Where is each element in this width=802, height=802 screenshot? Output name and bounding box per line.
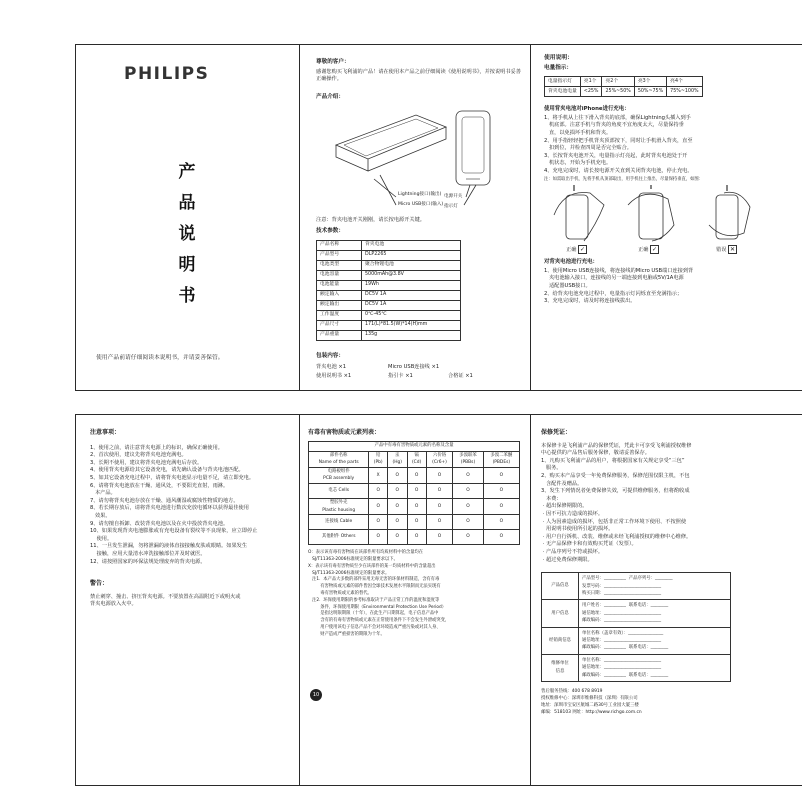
warranty-item: · 人为因素造成的损坏，包括非正常工作环境下使用、不按照使 用说明书使用所引起的损坏。 <box>542 518 687 533</box>
hazard-part-name: 电路板组件 PCB assembly <box>309 467 369 483</box>
package-item: 背夹电池 ×1 <box>316 364 347 371</box>
repair-center: 授权维修中心：深圳市维修科技（深圳）有限公司 <box>541 695 638 701</box>
callout-indicator: 指示灯 <box>444 204 458 210</box>
charge-phone-step: 3、长按背夹电池开关，电量指示灯亮起，此时背夹电池处于开 机状态，开始为手机充电。 <box>544 152 688 167</box>
hazard-note: 注1. 本产品大多数的部件采用无毒无害的环保材料制造，含有有毒 有害物质或元素的部件皆因全球技术发展水平限制而无法实现有 毒有害物质或元素的替代。 <box>312 577 441 596</box>
manual-sheet-front <box>75 44 802 391</box>
hazard-caption-row <box>309 441 520 451</box>
hazard-header-row <box>309 451 520 467</box>
hazard-note: X：表示该有毒有害物质至少在该部件的某一均质材料中的含量超出 SJ/T11363-2006标准规定的限量要求。 <box>308 563 436 576</box>
hazard-cell: O <box>369 483 388 498</box>
warranty-item: 2、购买本产品享受一年免费保修服务，保修范围仅限主机，不包 含配件及赠品。 <box>541 472 690 487</box>
warranty-card-label: 维修单位 信息 <box>542 654 579 681</box>
spec-value: 19Wh <box>362 280 461 290</box>
spec-value: 0℃-45℃ <box>362 310 461 320</box>
charge-case-step: 3、充电完成时，请及时将连接线拔出。 <box>544 298 636 305</box>
greeting-heading: 尊敬的客户： <box>316 59 350 65</box>
warranty-card-field[interactable]: 邮政编码：__________ 联系电话：________ <box>582 645 669 651</box>
label-correct: 正确 ✓ <box>638 246 658 254</box>
hazard-notes <box>308 550 523 638</box>
warranty-card-field[interactable]: 用户姓名：__________ 联系电话：________ <box>582 603 669 609</box>
hazard-cell: O <box>483 467 519 483</box>
hazard-cell: O <box>453 530 483 545</box>
hazard-cell: O <box>407 483 426 498</box>
hazard-cell: O <box>388 483 408 498</box>
warranty-items <box>541 458 796 564</box>
hazard-cell: O <box>388 530 408 545</box>
notes-list <box>90 445 290 567</box>
charge-phone-step: 2、用手指轻轻把手机背夹顶部按下，同时让手机滑入背夹，直至 扣到位，并检查四周是否完全贴合。 <box>544 137 693 152</box>
spec-key: 电池类型 <box>317 260 362 270</box>
hazard-note: O：表示该有毒有害物质在该部件所有均质材料中的含量均在 SJ/T11363-2006标准规定的限量要求以下。 <box>308 550 424 562</box>
package-heading: 包装内容： <box>316 352 344 359</box>
removal-illustration <box>544 185 799 255</box>
notes-panel <box>90 429 290 609</box>
hazard-part-name: 其他附件 Others <box>309 530 369 545</box>
note-item: 7、请勿将背夹电池存放在干燥、通风潮湿或腐蚀性物质的地方。 <box>90 497 239 504</box>
hazard-row <box>309 498 520 514</box>
note-item: 10、如果发现背夹电池膨胀或有充电设备有裂纹等不良现象，应立即停止 使用。 <box>90 528 258 542</box>
warranty-card-field[interactable]: 发票号码：__________________________ <box>582 583 662 589</box>
hazard-part-header: 部件名称 Name of the parts <box>309 451 369 467</box>
philips-logo: PHILIPS <box>124 64 210 84</box>
spec-key: 产品名称 <box>317 240 362 250</box>
indicator-cell: 背夹电池电量 <box>545 87 581 97</box>
hazard-table <box>308 441 520 546</box>
spec-value: DC5V 1A <box>362 290 461 300</box>
warranty-card-field[interactable]: 通信地址：__________________________ <box>582 665 662 671</box>
callout-micro-usb: Micro USB接口(输入) <box>398 202 444 208</box>
title-char: 明 <box>178 255 196 275</box>
product-illustration <box>316 105 521 217</box>
cover-footer: 使用产品前请仔细阅读本说明书，并请妥善保管。 <box>96 355 224 361</box>
warranty-heading: 保修凭证： <box>541 429 572 436</box>
spec-value: 5000mAh@3.8V <box>362 270 461 280</box>
warranty-card-fields <box>579 573 731 600</box>
title-char: 书 <box>178 286 196 306</box>
warranty-item: · 产品序列号不符或损坏。 <box>541 548 604 555</box>
hazard-cell: O <box>407 515 426 530</box>
warranty-card-label: 用户信息 <box>542 600 579 627</box>
spec-key: 产品型号 <box>317 250 362 260</box>
greeting-body: 感谢您购买飞利浦的产品！请在使用本产品之前仔细阅读《使用说明书》，并按说明书妥善正确操作。 <box>316 68 521 83</box>
package-item: Micro USB连接线 ×1 <box>388 364 440 371</box>
warranty-card-field[interactable]: 通信地址：__________________________ <box>582 610 662 616</box>
charge-phone-step: 4、充电完成时，请长按电源开关直到关闭背夹电池，停止充电。 <box>544 167 693 174</box>
spec-value: DLP2265 <box>362 250 461 260</box>
charge-phone-step: 1、将手机从上往下滑入背夹的底部，确保Lightning头插入到手 机底部。注意手机与背夹的角度不宜角度太大，尽量保持垂 直，以免损坏手机和背夹。 <box>544 114 691 136</box>
hazard-cell: O <box>369 530 388 545</box>
package-row <box>316 364 521 373</box>
spec-row <box>317 270 461 280</box>
hazard-substance-header: 多溴二苯醚 (PBDEs) <box>483 451 519 467</box>
hazard-cell: O <box>426 515 453 530</box>
note-item: 9、请勿擅自拆卸、改装背夹电池以及在火中投放背夹电池。 <box>90 520 229 527</box>
note-item: 6、请将背夹电池放在干燥、通风处，不要阳光直射，雨淋。 <box>90 482 229 489</box>
spec-key: 额定输出 <box>317 300 362 310</box>
note-item: 5、如其它设备充电过程中，请将背夹电池显示电量不足，请立即充电。 <box>90 474 255 481</box>
package-item: 指引卡 ×1 <box>388 373 413 380</box>
note-item: 8、若长期存放后，请将背夹电池进行数次充放电循环以获得最佳使用 效果。 <box>90 505 249 519</box>
spec-value: 171(L)*81.5(W)*14(H)mm <box>362 320 461 330</box>
package-row <box>316 373 521 382</box>
usage-heading: 使用说明： <box>544 55 573 61</box>
spec-row <box>317 250 461 260</box>
warranty-card-field[interactable]: 邮政编码：__________________________ <box>582 618 662 624</box>
spec-row <box>317 240 461 250</box>
label-correct: 正确 ✓ <box>566 246 586 254</box>
hazard-cell: O <box>369 515 388 530</box>
hazard-row <box>309 467 520 483</box>
spec-key: 产品重量 <box>317 330 362 340</box>
spec-key: 产品尺寸 <box>317 320 362 330</box>
hazard-panel <box>308 429 523 698</box>
hazard-row <box>309 515 520 530</box>
hazard-cell: O <box>388 467 408 483</box>
hand-illustration <box>544 185 799 243</box>
warranty-card-field[interactable]: 单位名称：__________________________ <box>582 657 662 663</box>
warranty-card-fields <box>579 654 731 681</box>
hazard-note: 注2. 环保使用期限的参考标准取决于产品正常工作的温度和湿度等 条件，环保使用期限（Environmental Protection Use Period） 是指这明限期限（十年），在此生产日期算起，电子信息产品中 含有的有毒有害物质或元素在正常使用条件下不会发生外泄或突变， 用户使用该电子信息产品不会对环境造成严重污染或对其人身、 财产造成严重损害的期限为十年。 <box>312 597 450 637</box>
hazard-row <box>309 483 520 498</box>
hazard-substance-header: 镉 (Cd) <box>407 451 426 467</box>
epup-logo: 10 <box>310 689 322 701</box>
warranty-card-row <box>542 600 731 627</box>
indicator-cell: 75%~100% <box>667 87 702 97</box>
hazard-cell: O <box>426 467 453 483</box>
usage-panel <box>544 55 799 306</box>
warning-heading: 警告： <box>90 580 109 588</box>
warranty-card-row <box>542 654 731 681</box>
warranty-item: 1、凡购买飞利浦产品的用户，将根据国家有关规定享受“三包” 服务。 <box>541 457 685 472</box>
note-item: 本产品。 <box>90 490 116 497</box>
hazard-cell: O <box>453 515 483 530</box>
warranty-item: · 超出保修期限的。 <box>541 503 588 510</box>
hazard-substance-header: 多溴联苯 (PBBs) <box>453 451 483 467</box>
note-item: 4、使用背夹电源给其它设备充电，请先确认设备与背夹电池匹配。 <box>90 467 244 474</box>
warranty-card-field[interactable]: 通信地址：__________________________ <box>582 637 662 643</box>
specs-heading: 技术参数： <box>316 227 344 234</box>
hazard-cell: O <box>388 498 408 514</box>
charge-case-heading: 对背夹电池进行充电： <box>544 259 598 266</box>
postcode-website: 邮编：518103 网址：http://www.richgo.com.cn <box>541 709 642 715</box>
manual-sheet-back <box>75 414 802 786</box>
cross-icon: ✕ <box>730 246 736 254</box>
cover-panel <box>76 45 299 390</box>
note-item: 3、长期不使用，建议将背夹电池充满电后存放。 <box>90 459 203 466</box>
note-item: 12、请按照国家的环保法规处理废弃的背夹电源。 <box>90 558 206 565</box>
hazard-cell: X <box>369 467 388 483</box>
hazard-cell: O <box>483 515 519 530</box>
warranty-card-row <box>542 627 731 654</box>
spec-row <box>317 280 461 290</box>
hazard-cell: O <box>426 498 453 514</box>
warranty-card-label: 产品信息 <box>542 573 579 600</box>
warranty-intro: 本保修卡是飞利浦产品的保修凭证，凭此卡可享受飞利浦授权维修 中心提供的产品售后服务保修，敬请妥善保存。 <box>541 442 692 457</box>
cover-title <box>172 157 202 312</box>
hazard-row <box>309 530 520 545</box>
spec-row <box>317 310 461 320</box>
hotline: 售后服务热线：400 678 8919 <box>541 688 603 694</box>
indicator-cell: 50%~75% <box>634 87 666 97</box>
fold-line <box>530 45 531 390</box>
charge-case-step: 1、使用Micro USB连接线，将连接线的Micro USB端口连接到背 夹电池输入接口，连接线的另一端连接到电脑或5V/1A电源 适配器USB接口。 <box>544 267 694 289</box>
title-char: 说 <box>178 224 196 244</box>
indicator-header-cell: 电量指示灯 <box>545 77 581 87</box>
spec-key: 额定输入 <box>317 290 362 300</box>
hazard-part-name: 电芯 Cells <box>309 483 369 498</box>
hazard-cell: O <box>483 530 519 545</box>
notes-heading: 注意事项： <box>90 429 121 436</box>
callout-lightning: Lightning接口(输出) <box>398 192 442 198</box>
package-item: 使用说明书 ×1 <box>316 373 352 380</box>
hazard-cell: O <box>407 498 426 514</box>
hazard-cell: O <box>407 467 426 483</box>
warranty-card-row <box>542 573 731 600</box>
hazard-cell: O <box>483 483 519 498</box>
hazard-part-name: 连接线 Cable <box>309 515 369 530</box>
hazard-substance-header: 铅 (Pb) <box>369 451 388 467</box>
spec-row <box>317 300 461 310</box>
spec-table <box>316 240 461 341</box>
spec-key: 电池能量 <box>317 280 362 290</box>
hazard-heading: 有毒有害物质或元素列表： <box>308 429 381 436</box>
product-intro-heading: 产品介绍： <box>316 93 344 100</box>
indicator-table <box>544 76 703 97</box>
spec-row <box>317 320 461 330</box>
indicator-heading: 电量指示： <box>544 64 572 71</box>
service-info <box>541 688 796 716</box>
spec-row <box>317 330 461 340</box>
warranty-card <box>541 572 731 682</box>
spec-key: 电池容量 <box>317 270 362 280</box>
hazard-cell: O <box>407 530 426 545</box>
indicator-header-cell: 亮3个 <box>634 77 666 87</box>
warranty-card-fields <box>579 600 731 627</box>
spec-value: DC5V 1A <box>362 300 461 310</box>
hazard-part-name: 塑胶外壳 Plastic housing <box>309 498 369 514</box>
indicator-header-cell: 亮1个 <box>580 77 602 87</box>
charge-phone-heading: 使用背夹电池对iPhone进行充电： <box>544 106 630 113</box>
indicator-header-cell: 亮2个 <box>602 77 634 87</box>
fold-line <box>299 45 300 390</box>
charge-case-step: 2、给背夹电池充电过程中，电量指示灯闪烁直至充满指示； <box>544 290 683 297</box>
warranty-card-label: 经销商信息 <box>542 627 579 654</box>
hazard-cell: O <box>369 498 388 514</box>
removal-note: 注：如需取出手机，先将手机从顶部取出，用手机往上推出，尽量保持垂直，如图： <box>544 176 703 182</box>
spec-value: 聚合物锂电池 <box>362 260 461 270</box>
warranty-item: · 因不可抗力造成的损坏。 <box>541 510 604 517</box>
indicator-header-cell: 亮4个 <box>667 77 702 87</box>
indicator-cell: <25% <box>580 87 602 97</box>
hazard-substance-header: 六价铬 (Cr6+) <box>426 451 453 467</box>
spec-row <box>317 290 461 300</box>
warning-body: 禁止刺穿、撞击、挤压背夹电源。不要放置在高温附近下或明火或 背夹电源放入火中。 <box>90 593 241 608</box>
hazard-cell: O <box>453 467 483 483</box>
hazard-cell: O <box>388 515 408 530</box>
warranty-item: · 用户自行拆机、改装、维修或未经飞利浦授权的维修中心维修。 <box>541 533 692 540</box>
warranty-card-field[interactable]: 单位名称（盖章有效）：________________ <box>582 630 664 636</box>
hazard-cell: O <box>453 483 483 498</box>
note-item: 2、首次使用，建议先将背夹电池充满电。 <box>90 452 187 459</box>
hazard-cell: O <box>426 483 453 498</box>
warranty-card-field[interactable]: 邮政编码：__________ 联系电话：________ <box>582 672 669 678</box>
hazard-cell: O <box>426 530 453 545</box>
title-char: 品 <box>178 193 196 213</box>
warranty-card-field[interactable]: 购买日期：__________________________ <box>582 590 662 596</box>
spec-key: 工作温度 <box>317 310 362 320</box>
checkmark-icon: ✓ <box>580 246 586 254</box>
fold-line <box>530 415 531 785</box>
indicator-cell: 25%~50% <box>602 87 634 97</box>
warranty-item: · 超过免费保修期限。 <box>541 556 593 563</box>
spec-value: 135g <box>362 330 461 340</box>
package-item: 合格证 ×1 <box>448 373 473 380</box>
callout-switch: 电源开关 <box>444 194 463 200</box>
note-item: 11、一旦发生泄漏，勿将泄漏的液体直接接触皮肤或眼睛。如果发生 接触，应用大量清水冲洗接触部位并及时就医。 <box>90 543 248 557</box>
checkmark-icon: ✓ <box>652 246 658 254</box>
address: 地址：深圳市宝安区航城二路30号工业园大厦三楼 <box>541 702 639 708</box>
warranty-item: · 无产品保修卡和有效购买凭证（发票）。 <box>541 541 637 548</box>
hazard-cell: O <box>453 498 483 514</box>
spec-value: 背夹电池 <box>362 240 461 250</box>
warranty-card-fields <box>579 627 731 654</box>
intro-panel <box>316 59 521 382</box>
fold-line <box>299 415 300 785</box>
warranty-panel <box>541 429 796 716</box>
hazard-cell: O <box>483 498 519 514</box>
warranty-card-field[interactable]: 产品型号：__________ 产品序列号：________ <box>582 576 673 582</box>
hazard-caption: 产品中有毒有害物质或元素的名称及含量 <box>309 441 520 451</box>
switch-note: 注意：背夹电池开关刚刚，请长按电源开关键。 <box>316 217 425 224</box>
title-char: 产 <box>178 162 196 182</box>
warranty-item: 3、发生下列情况者免费保修失效，可提供维修服务，但将酌收成 本费： <box>541 488 690 502</box>
spec-row <box>317 260 461 270</box>
hazard-substance-header: 汞 (Hg) <box>388 451 408 467</box>
label-wrong: 错误 ✕ <box>716 246 736 254</box>
note-item: 1、使用之前，请注意背夹电源上的标识，确保正确使用。 <box>90 444 223 451</box>
